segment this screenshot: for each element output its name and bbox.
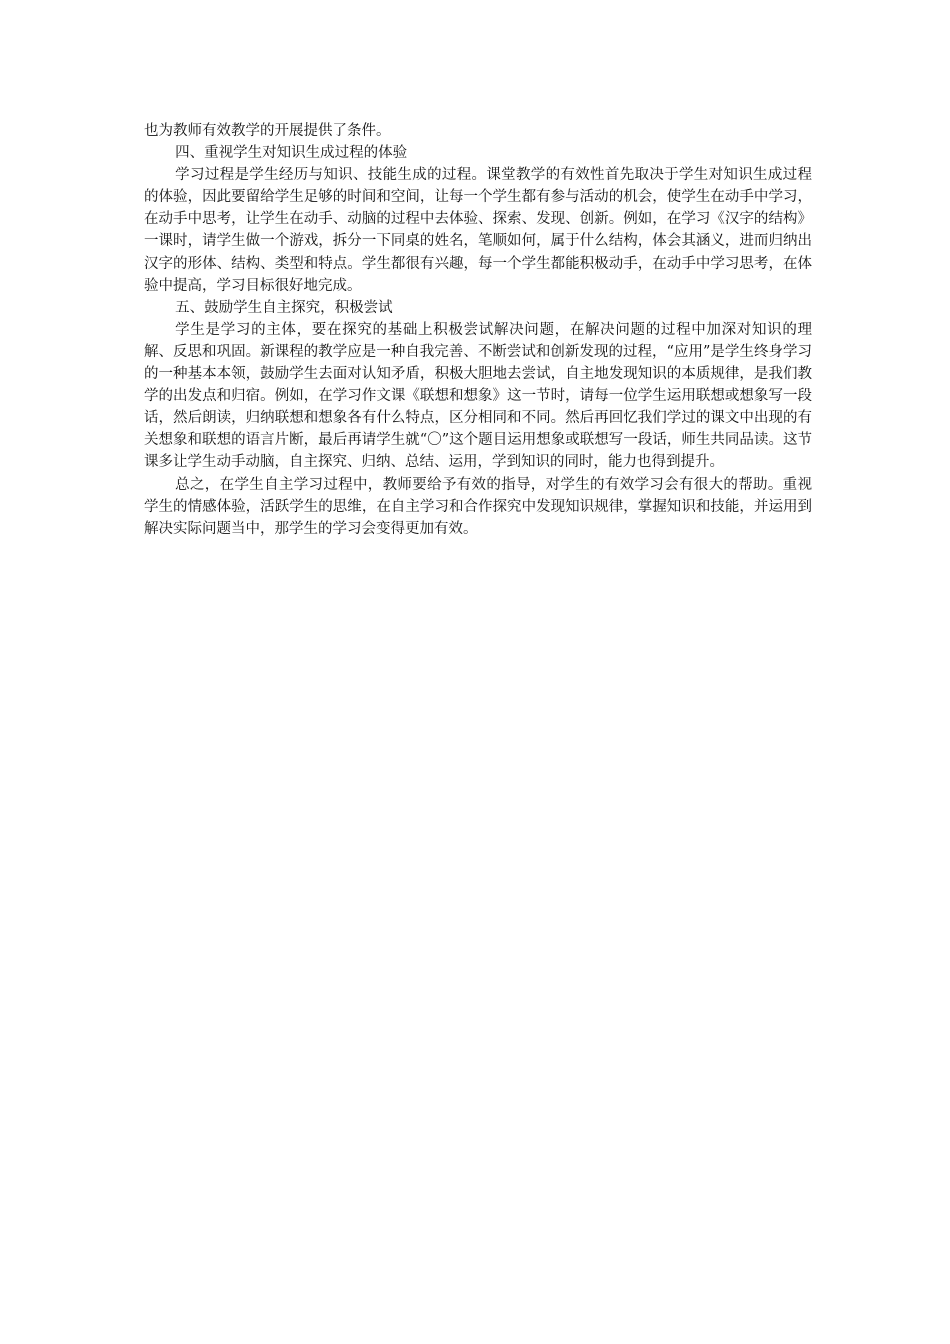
paragraph-conclusion: 总之，在学生自主学习过程中，教师要给予有效的指导，对学生的有效学习会有很大的帮助。重视学生的情感体验，活跃学生的思维，在自主学习和合作探究中发现知识规律，掌握知识和技能，并运用到解决实际问题当中，那学生的学习会变得更加有效。 [144,476,812,537]
section-heading-4: 四、重视学生对知识生成过程的体验 [175,145,408,162]
paragraph-body: 学习过程是学生经历与知识、技能生成的过程。课堂教学的有效性首先取决于学生对知识生成过程的体验，因此要留给学生足够的时间和空间，让每一个学生都有参与活动的机会，使学生在动手中学习，在动手中思考，让学生在动手、动脑的过程中去体验、探索、发现、创新。例如，在学习《汉字的结构》一课时，请学生做一个游戏，拆分一下同桌的姓名，笔顺如何，属于什么结构，体会其涵义，进而归纳出汉字的形体、结构、类型和特点。学生都很有兴趣，每一个学生都能积极动手，在动手中学习思考，在体验中提高，学习目标很好地完成。 [144,167,812,294]
document-body [144,120,812,540]
paragraph-continued: 也为教师有效教学的开展提供了条件。 [144,123,391,139]
paragraph-body: 学生是学习的主体，要在探究的基础上积极尝试解决问题，在解决问题的过程中加深对知识的理解、反思和巩固。新课程的教学应是一种自我完善、不断尝试和创新发现的过程，“应用”是学生终身学习的一种基本本领，鼓励学生去面对认知矛盾，积极大胆地去尝试，自主地发现知识的本质规律，是我们教学的出发点和归宿。例如，在学习作文课《联想和想象》这一节时，请每一位学生运用联想或想象写一段话，然后朗读，归纳联想和想象各有什么特点，区分相同和不同。然后再回忆我们学过的课文中出现的有关想象和联想的语言片断，最后再请学生就“〇”这个题目运用想象或联想写一段话，师生共同品读。这节课多让学生动手动脑，自主探究、归纳、总结、运用，学到知识的同时，能力也得到提升。 [144,321,812,471]
section-heading-5: 五、鼓励学生自主探究，积极尝试 [175,299,393,316]
